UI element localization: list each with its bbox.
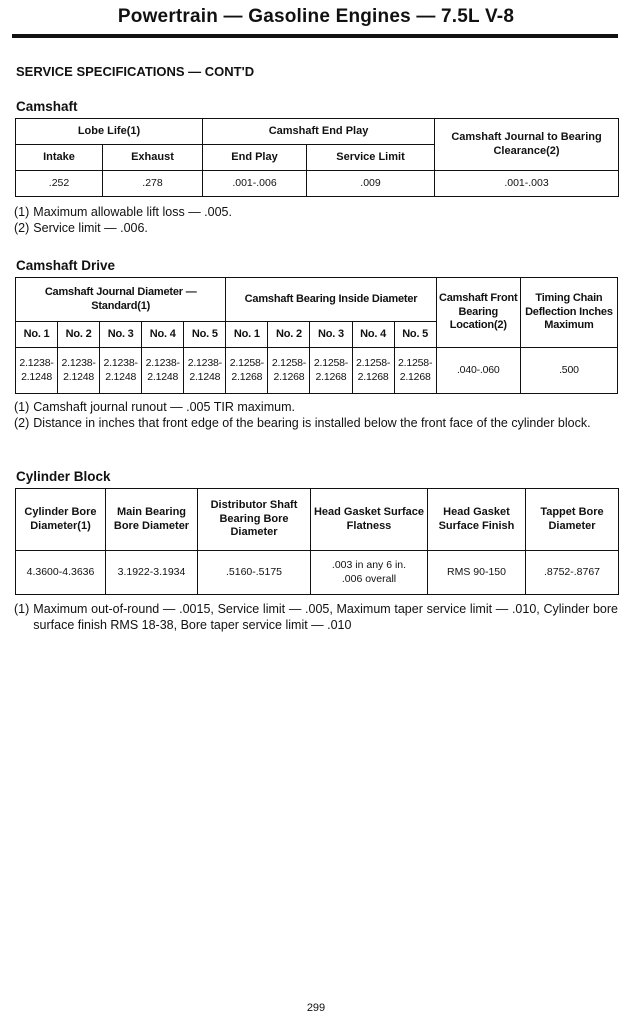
title-rule xyxy=(12,34,618,38)
bearing-number: No. 2 xyxy=(268,322,310,348)
front-bearing-value: .040-.060 xyxy=(436,348,520,394)
end-play-value: .001-.006 xyxy=(203,171,307,197)
range-max: 2.1268 xyxy=(315,370,347,383)
cylinder-block-table xyxy=(15,488,619,595)
range-min: 2.1258- xyxy=(355,357,391,370)
gasket-finish-header: Head Gasket Surface Finish xyxy=(428,489,526,551)
bearing-number: No. 1 xyxy=(226,322,268,348)
footnote-text: Service limit — .006. xyxy=(33,221,148,235)
bore-diameter-value: 4.3600-4.3636 xyxy=(16,551,106,595)
footnote-text: Distance in inches that front edge of the bearing is installed below the front face of the cylinder block. xyxy=(33,416,591,430)
footnote-text: Maximum allowable lift loss — .005. xyxy=(33,205,232,219)
exhaust-header: Exhaust xyxy=(103,145,203,171)
exhaust-value: .278 xyxy=(103,171,203,197)
journal-number: No. 5 xyxy=(184,322,226,348)
range-min: 2.1238- xyxy=(145,357,180,370)
cylinder-block-notes xyxy=(14,601,618,633)
gasket-flatness-header: Head Gasket Surface Flatness xyxy=(311,489,428,551)
range-max: 2.1268 xyxy=(273,370,305,383)
flatness-line-1: .003 in any 6 in. xyxy=(331,559,407,572)
page-title: Powertrain — Gasoline Engines — 7.5L V-8 xyxy=(117,6,515,27)
bearing-diameter-value xyxy=(352,348,394,394)
distributor-value: .5160-.5175 xyxy=(198,551,311,595)
journal-diameter-value xyxy=(142,348,184,394)
section-heading: SERVICE SPECIFICATIONS — CONT'D xyxy=(16,64,255,79)
footnote xyxy=(14,220,618,236)
flatness-line-2: .006 overall xyxy=(341,572,397,585)
camshaft-drive-table xyxy=(15,277,618,394)
end-play-group-header: Camshaft End Play xyxy=(203,119,435,145)
bearing-diameter-value xyxy=(268,348,310,394)
range-min: 2.1238- xyxy=(103,357,138,370)
main-bearing-value: 3.1922-3.1934 xyxy=(106,551,198,595)
range-max: 2.1248 xyxy=(63,370,95,383)
service-limit-header: Service Limit xyxy=(307,145,435,171)
timing-chain-header: Timing Chain Deflection Inches Maximum xyxy=(520,278,617,348)
tappet-bore-header: Tappet Bore Diameter xyxy=(526,489,619,551)
journal-clearance-value: .001-.003 xyxy=(435,171,619,197)
bearing-number: No. 5 xyxy=(394,322,436,348)
footnote xyxy=(14,399,618,415)
page-number: 299 xyxy=(306,1002,326,1014)
timing-chain-value: .500 xyxy=(520,348,617,394)
footnote-mark: (2) xyxy=(14,416,30,430)
camshaft-heading: Camshaft xyxy=(16,99,78,114)
range-max: 2.1248 xyxy=(147,370,179,383)
range-min: 2.1258- xyxy=(313,357,349,370)
range-min: 2.1238- xyxy=(61,357,96,370)
range-max: 2.1268 xyxy=(399,370,431,383)
journal-diameter-value xyxy=(184,348,226,394)
distributor-header: Distributor Shaft Bearing Bore Diameter xyxy=(198,489,311,551)
tappet-bore-value: .8752-.8767 xyxy=(526,551,619,595)
range-max: 2.1248 xyxy=(105,370,137,383)
range-max: 2.1248 xyxy=(189,370,221,383)
journal-diameter-header: Camshaft Journal Diameter — Standard(1) xyxy=(16,278,226,322)
bearing-diameter-value xyxy=(226,348,268,394)
bearing-number: No. 4 xyxy=(352,322,394,348)
range-max: 2.1248 xyxy=(21,370,52,383)
camshaft-drive-heading: Camshaft Drive xyxy=(16,258,116,273)
journal-clearance-header: Camshaft Journal to Bearing Clearance(2) xyxy=(435,119,619,171)
footnote-mark: (1) xyxy=(14,205,30,219)
bearing-number: No. 3 xyxy=(310,322,352,348)
cylinder-block-heading: Cylinder Block xyxy=(16,469,111,484)
bore-diameter-header: Cylinder Bore Diameter(1) xyxy=(16,489,106,551)
range-max: 2.1268 xyxy=(357,370,389,383)
gasket-flatness-value xyxy=(311,551,428,595)
camshaft-table xyxy=(15,118,619,197)
bearing-diameter-value xyxy=(310,348,352,394)
intake-header: Intake xyxy=(16,145,103,171)
end-play-header: End Play xyxy=(203,145,307,171)
range-max: 2.1268 xyxy=(231,370,263,383)
front-bearing-header: Camshaft Front Bearing Location(2) xyxy=(436,278,520,348)
journal-diameter-value xyxy=(16,348,58,394)
journal-diameter-value xyxy=(100,348,142,394)
range-min: 2.1258- xyxy=(229,357,264,370)
bearing-diameter-value xyxy=(394,348,436,394)
journal-number: No. 3 xyxy=(100,322,142,348)
intake-value: .252 xyxy=(16,171,103,197)
journal-number: No. 4 xyxy=(142,322,184,348)
camshaft-drive-notes xyxy=(14,399,618,431)
footnote-mark: (1) xyxy=(14,602,30,616)
range-min: 2.1238- xyxy=(19,357,54,370)
footnote xyxy=(14,204,618,220)
journal-diameter-value xyxy=(58,348,100,394)
main-bearing-header: Main Bearing Bore Diameter xyxy=(106,489,198,551)
footnote xyxy=(14,415,618,431)
footnote xyxy=(14,601,618,633)
footnote-mark: (1) xyxy=(14,400,30,414)
service-limit-value: .009 xyxy=(307,171,435,197)
footnote-mark: (2) xyxy=(14,221,30,235)
gasket-finish-value: RMS 90-150 xyxy=(428,551,526,595)
range-min: 2.1238- xyxy=(187,357,222,370)
journal-number: No. 2 xyxy=(58,322,100,348)
lobe-life-header: Lobe Life(1) xyxy=(16,119,203,145)
range-min: 2.1258- xyxy=(398,357,433,370)
journal-number: No. 1 xyxy=(16,322,58,348)
footnote-text: Camshaft journal runout — .005 TIR maximum. xyxy=(33,400,295,414)
bearing-diameter-header: Camshaft Bearing Inside Diameter xyxy=(226,278,436,322)
footnote-text: Maximum out-of-round — .0015, Service limit — .005, Maximum taper service limit — .010, Cylinder bore surface finish RMS 18-38, Bore taper service limit — .010 xyxy=(33,602,618,632)
range-min: 2.1258- xyxy=(271,357,307,370)
camshaft-notes xyxy=(14,204,618,236)
